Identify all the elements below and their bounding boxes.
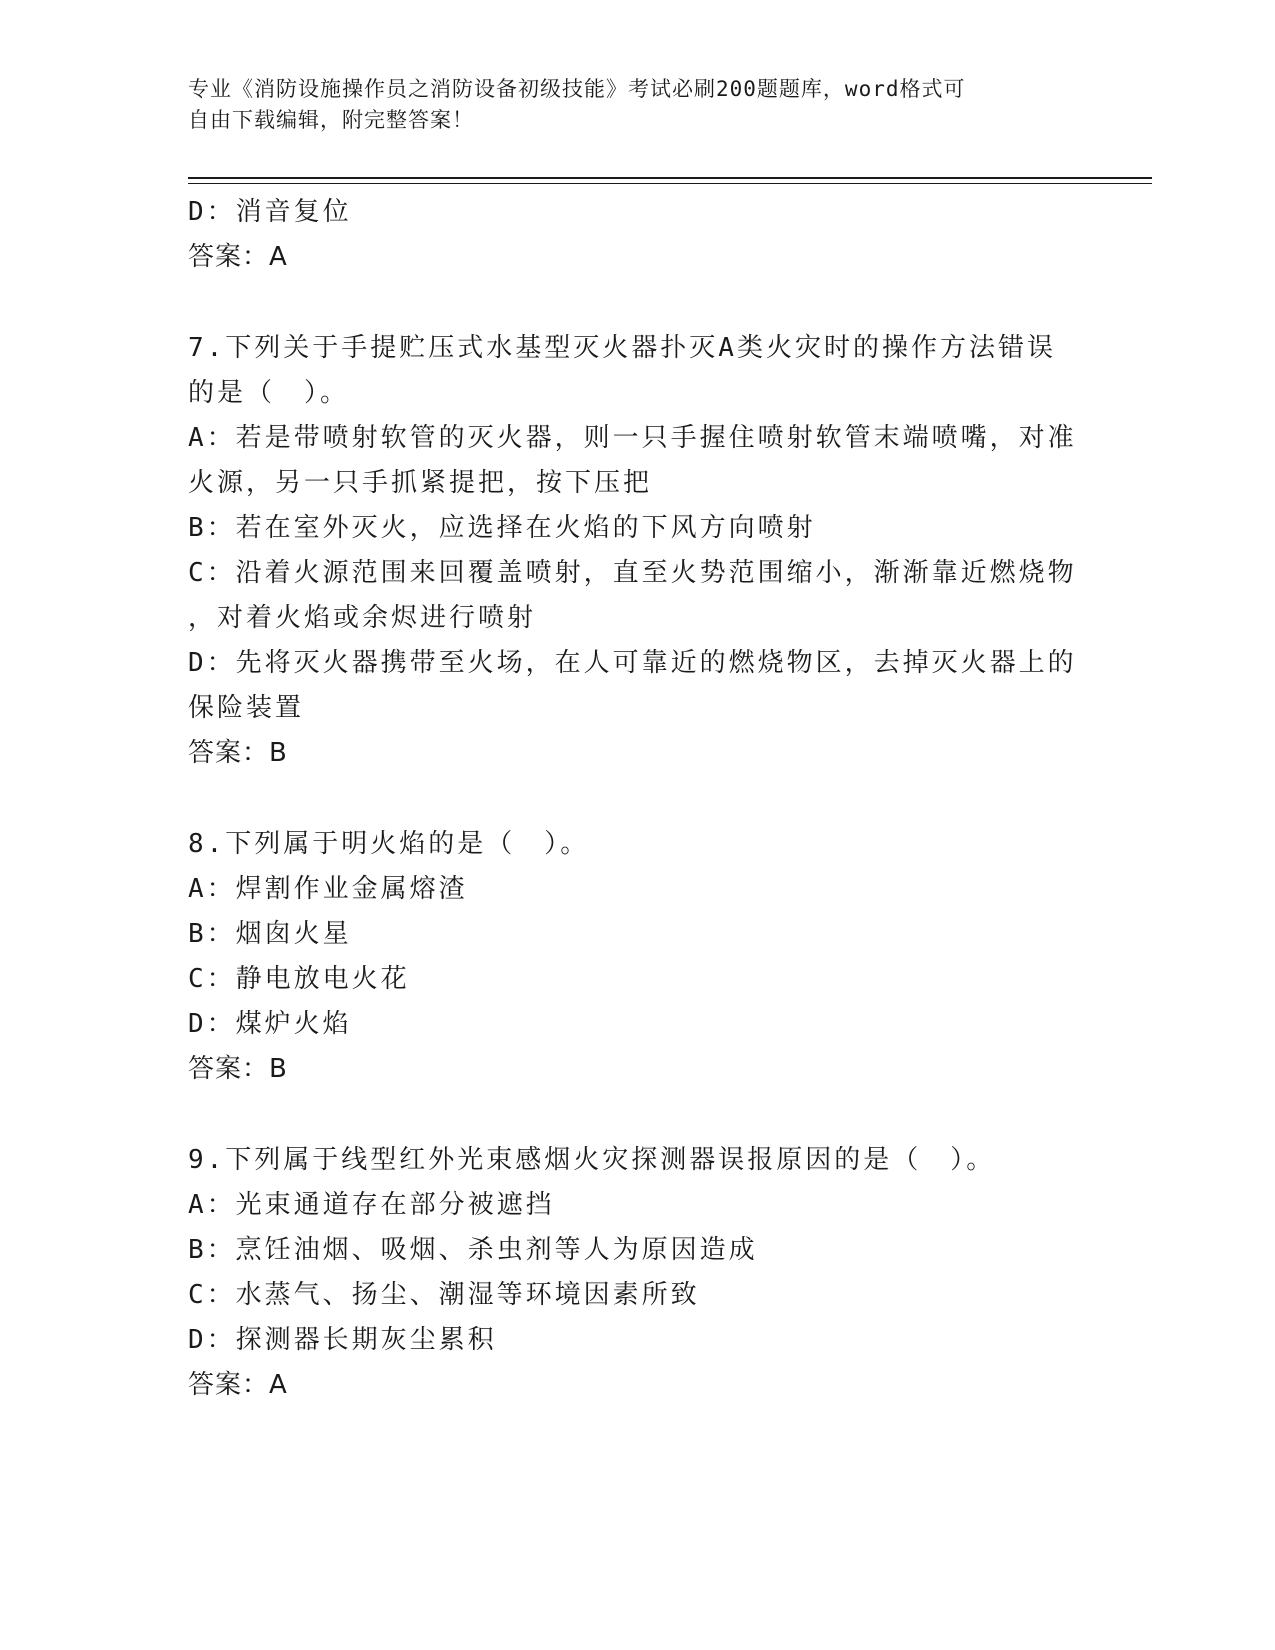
q7-option-a-line-1: A：若是带喷射软管的灭火器，则一只手握住喷射软管末端喷嘴，对准 xyxy=(188,423,1077,453)
q7-option-a-line-2: 火源，另一只手抓紧提把，按下压把 xyxy=(188,468,653,498)
q8-answer: 答案：B xyxy=(188,1054,288,1084)
question-list xyxy=(188,190,1088,1408)
q7-option-c-line-1: C：沿着火源范围来回覆盖喷射，直至火势范围缩小，渐渐靠近燃烧物 xyxy=(188,558,1077,588)
q9-option-d: D：探测器长期灰尘累积 xyxy=(188,1325,497,1355)
question-6-tail xyxy=(188,190,1088,280)
q8-option-d: D：煤炉火焰 xyxy=(188,1009,352,1039)
q7-stem-line-2: 的是（ ）。 xyxy=(188,378,350,408)
q9-option-b: B：烹饪油烟、吸烟、杀虫剂等人为原因造成 xyxy=(188,1235,758,1265)
q6-option-d: D：消音复位 xyxy=(188,197,352,227)
header-line-1: 专业《消防设施操作员之消防设备初级技能》考试必刷200题题库，word格式可 xyxy=(188,77,966,101)
header-divider-thin xyxy=(188,183,1152,184)
question-9 xyxy=(188,1138,1088,1408)
header-divider-thick xyxy=(188,177,1152,179)
q9-stem: 9.下列属于线型红外光束感烟火灾探测器误报原因的是（ ）。 xyxy=(188,1145,996,1175)
question-8 xyxy=(188,822,1088,1092)
q7-stem-line-1: 7.下列关于手提贮压式水基型灭火器扑灭A类火灾时的操作方法错误 xyxy=(188,333,1056,363)
q8-option-a: A：焊割作业金属熔渣 xyxy=(188,874,468,904)
q9-answer: 答案：A xyxy=(188,1370,288,1400)
q7-answer: 答案：B xyxy=(188,738,288,768)
q7-option-d-line-2: 保险装置 xyxy=(188,693,305,723)
document-header xyxy=(188,74,1068,136)
question-7 xyxy=(188,326,1088,776)
question-gap xyxy=(188,776,1088,822)
q7-option-d-line-1: D：先将灭火器携带至火场，在人可靠近的燃烧物区，去掉灭火器上的 xyxy=(188,648,1077,678)
q9-option-a: A：光束通道存在部分被遮挡 xyxy=(188,1190,555,1220)
q9-option-c: C：水蒸气、扬尘、潮湿等环境因素所致 xyxy=(188,1280,700,1310)
q7-option-c-line-2: ，对着火焰或余烬进行喷射 xyxy=(188,603,537,633)
header-line-2: 自由下载编辑，附完整答案！ xyxy=(188,108,474,132)
q8-option-b: B：烟囱火星 xyxy=(188,919,352,949)
question-gap xyxy=(188,1092,1088,1138)
question-gap xyxy=(188,280,1088,326)
q8-option-c: C：静电放电火花 xyxy=(188,964,410,994)
q7-option-b: B：若在室外灭火，应选择在火焰的下风方向喷射 xyxy=(188,513,816,543)
q6-answer: 答案：A xyxy=(188,242,288,272)
q8-stem: 8.下列属于明火焰的是（ ）。 xyxy=(188,829,590,859)
